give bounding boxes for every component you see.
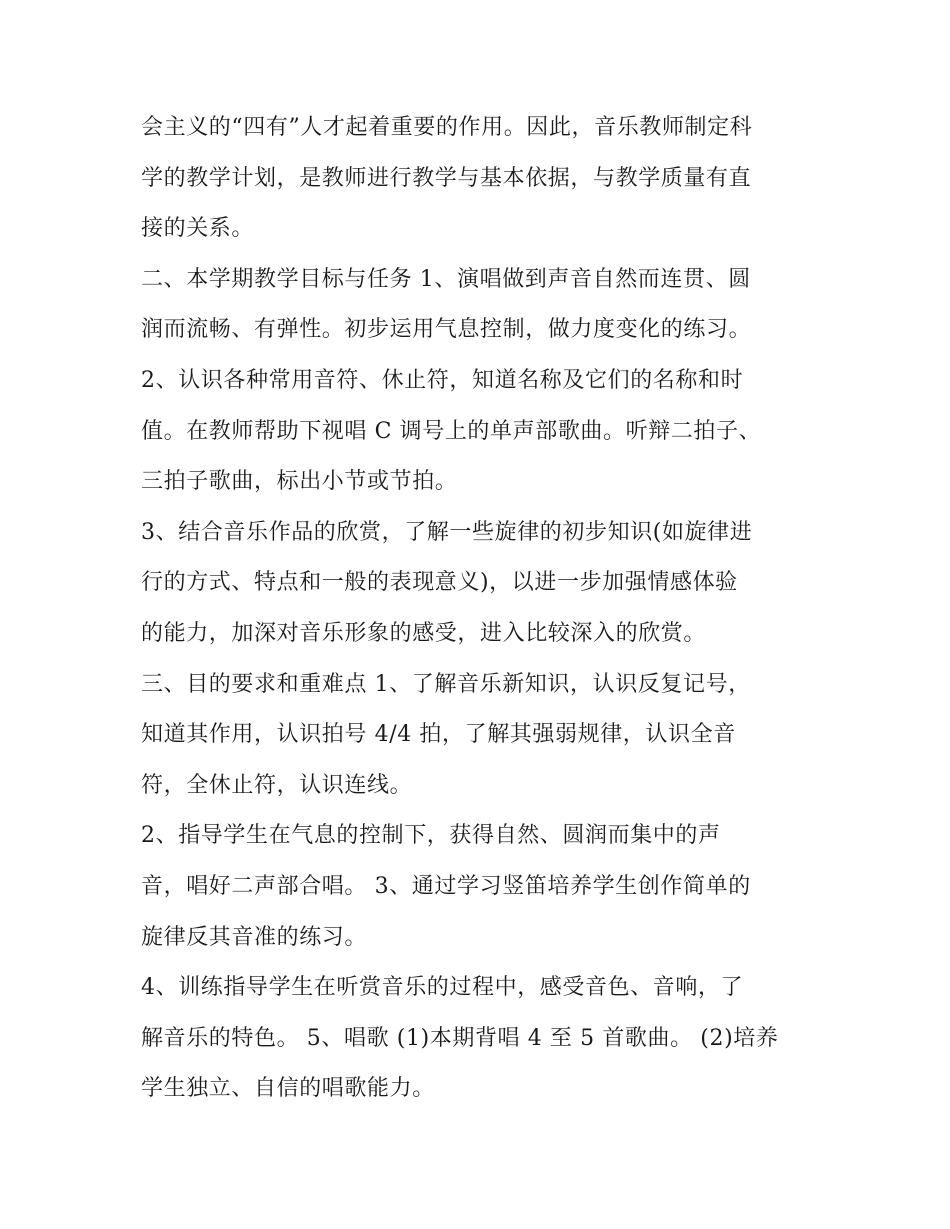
paragraph-section-3 [141, 660, 821, 812]
text-line: 的能力，加深对音乐形象的感受，进入比较深入的欣赏。 [141, 620, 707, 646]
text-line: 会主义的“四有”人才起着重要的作用。因此，音乐教师制定科 [141, 115, 753, 140]
text-line: 润而流畅、有弹性。初步运用气息控制，做力度变化的练习。 [141, 317, 752, 343]
text-line: 2、指导学生在气息的控制下，获得自然、圆润而集中的声 [141, 823, 721, 849]
text-line: 学的教学计划，是教师进行教学与基本依据，与教学质量有直 [141, 165, 752, 191]
paragraph-requirement-4 [141, 963, 821, 1115]
text-line: 三拍子歌曲，标出小节或节拍。 [141, 469, 458, 495]
text-line: 2、认识各种常用音符、休止符，知道名称及它们的名称和时 [141, 367, 744, 393]
text-line: 三、目的要求和重难点 1、了解音乐新知识，认识反复记号， [141, 671, 751, 697]
paragraph-intro [141, 103, 821, 255]
text-line: 3、结合音乐作品的欣赏，了解一些旋律的初步知识(如旋律进 [141, 519, 753, 545]
paragraph-item-2 [141, 356, 821, 508]
text-line: 解音乐的特色。 5、唱歌 (1)本期背唱 4 至 5 首歌曲。 (2)培养 [141, 1025, 779, 1051]
paragraph-requirement-2 [141, 811, 821, 963]
paragraph-item-3 [141, 508, 821, 660]
text-line: 知道其作用，认识拍号 4/4 拍，了解其强弱规律，认识全音 [141, 722, 736, 748]
paragraph-section-2 [141, 255, 821, 356]
text-line: 符，全休止符，认识连线。 [141, 772, 413, 798]
text-line: 4、训练指导学生在听赏音乐的过程中，感受音色、音响，了 [141, 975, 744, 1001]
text-line: 旋律反其音准的练习。 [141, 924, 368, 950]
text-line: 行的方式、特点和一般的表现意义)，以进一步加强情感体验 [141, 570, 738, 596]
text-line: 接的关系。 [141, 216, 255, 242]
text-line: 二、本学期教学目标与任务 1、演唱做到声音自然而连贯、圆 [141, 266, 751, 292]
text-line: 学生独立、自信的唱歌能力。 [141, 1076, 435, 1102]
text-line: 音，唱好二声部合唱。 3、通过学习竖笛培养学生创作简单的 [141, 873, 751, 899]
document-body [141, 103, 821, 1115]
text-line: 值。在教师帮助下视唱 C 调号上的单声部歌曲。听辩二拍子、 [141, 418, 762, 444]
